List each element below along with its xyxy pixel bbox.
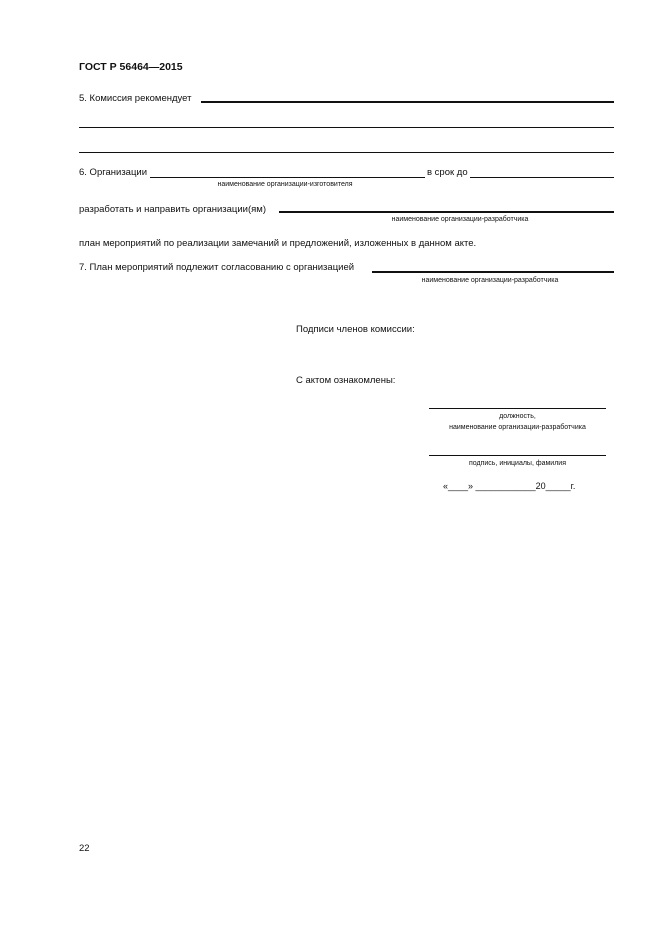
- members-signatures-label: Подписи членов комиссии:: [296, 324, 415, 335]
- item6-label: 6. Организации: [79, 167, 148, 178]
- page-number: 22: [79, 843, 90, 854]
- developer-caption: наименование организации-разработчика: [391, 216, 529, 223]
- acquainted-label: С актом ознакомлены:: [296, 375, 396, 386]
- item5-fill-line-3: [79, 152, 614, 153]
- item5-fill-line-2: [79, 127, 614, 128]
- plan-text: план мероприятий по реализации замечаний и предложений, изложенных в данном акте.: [79, 238, 477, 249]
- signature-caption: подпись, инициалы, фамилия: [468, 460, 566, 467]
- developer-fill-line: [279, 211, 614, 213]
- deadline-label: в срок до: [427, 167, 468, 178]
- date-line: «____» ____________20_____г.: [443, 481, 576, 491]
- item7-fill-line: [372, 271, 614, 273]
- item7-developer-caption: наименование организации-разработчика: [421, 277, 559, 284]
- develop-label: разработать и направить организации(ям): [79, 204, 266, 215]
- position-caption: должность,: [499, 413, 536, 420]
- item5-fill-line: [201, 101, 614, 103]
- item7-label: 7. План мероприятий подлежит согласованию с организацией: [79, 262, 355, 273]
- position-fill-line: [429, 408, 606, 409]
- item5-label: 5. Комиссия рекомендует: [79, 93, 192, 104]
- manufacturer-caption: наименование организации-изготовителя: [217, 181, 353, 188]
- manufacturer-fill-line: [150, 177, 425, 178]
- signature-fill-line: [429, 455, 606, 456]
- document-title: ГОСТ Р 56464—2015: [79, 61, 183, 73]
- deadline-fill-line: [470, 177, 614, 178]
- org-caption: наименование организации-разработчика: [449, 424, 586, 431]
